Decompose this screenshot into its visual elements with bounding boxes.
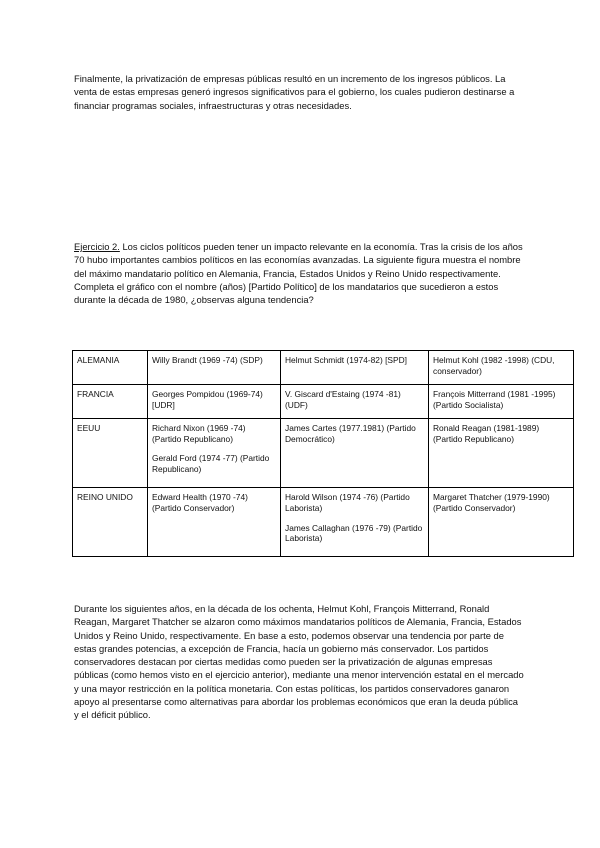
leader-cell bbox=[429, 418, 574, 487]
leader-entry: François Mitterrand (1981 -1995) (Partido Socialista) bbox=[433, 388, 556, 410]
exercise-text: Los ciclos políticos pueden tener un impacto relevante en la economía. Tras la crisis de los años 70 hubo importantes cambios políticos en las economías avanzadas. La siguiente figura muestra el nombre del máximo mandatario político en Alemania, Francia, Estados Unidos y Reino Unido respectivamente. Completa el gráfico con el nombre (años) [Partido Político] de los mandatarios que sucedieron a estos durante la década de 1980, ¿observas alguna tendencia? bbox=[74, 241, 523, 306]
country-cell: REINO UNIDO bbox=[73, 487, 148, 556]
leader-entry: Helmut Kohl (1982 -1998) (CDU, conservador) bbox=[433, 355, 555, 376]
leader-cell bbox=[281, 487, 429, 556]
leader-cell bbox=[148, 487, 281, 556]
leader-cell bbox=[429, 487, 574, 556]
leader-entry: Edward Health (1970 -74) (Partido Conservador) bbox=[152, 491, 248, 513]
leader-entry: Willy Brandt (1969 -74) (SDP) bbox=[152, 355, 263, 365]
table-row bbox=[73, 351, 574, 385]
leader-entry: Gerald Ford (1974 -77) (Partido Republicano) bbox=[152, 453, 270, 475]
leader-entry: V. Giscard d'Estaing (1974 -81) (UDF) bbox=[285, 388, 401, 410]
table-row bbox=[73, 418, 574, 487]
leader-entry: James Callaghan (1976 -79) (Partido Laborista) bbox=[285, 522, 423, 544]
leader-cell bbox=[148, 351, 281, 385]
leader-entry: James Cartes (1977.1981) (Partido Democrático) bbox=[285, 422, 416, 444]
table-row bbox=[73, 384, 574, 418]
leader-cell bbox=[281, 418, 429, 487]
exercise-label: Ejercicio 2. bbox=[74, 241, 120, 252]
leader-cell bbox=[148, 384, 281, 418]
leader-entry: Helmut Schmidt (1974-82) [SPD] bbox=[285, 355, 407, 365]
leader-cell bbox=[429, 351, 574, 385]
leaders-table bbox=[72, 350, 574, 557]
leader-cell bbox=[148, 418, 281, 487]
leader-entry: Georges Pompidou (1969-74) [UDR] bbox=[152, 388, 263, 410]
table-row bbox=[73, 487, 574, 556]
leader-entry: Richard Nixon (1969 -74) (Partido Republicano) bbox=[152, 422, 246, 444]
exercise-paragraph bbox=[74, 240, 524, 306]
country-cell: EEUU bbox=[73, 418, 148, 487]
leader-cell bbox=[281, 351, 429, 385]
conclusion-paragraph: Durante los siguientes años, en la década de los ochenta, Helmut Kohl, François Mitterrand, Ronald Reagan, Margaret Thatcher se alzaron como máximos mandatarios políticos de Alemania, Francia, Estados Unidos y Reino Unido, respectivamente. En base a esto, podemos observar una tendencia por parte de estas grandes potencias, a excepción de Francia, hacía un gobierno más conservador. Los partidos conservadores destacan por ciertas medidas como pueden ser la privatización de algunas empresas públicas (como hemos visto en el ejercicio anterior), mediante una menor intervención estatal en el mercado y una mayor restricción en la política monetaria. Con estas políticas, los partidos conservadores ganaron apoyo al presentarse como alternativas para abordar los problemas económicos que eran la deuda pública y el déficit público. bbox=[74, 603, 524, 721]
country-cell: ALEMANIA bbox=[73, 351, 148, 385]
leader-entry: Margaret Thatcher (1979-1990) (Partido Conservador) bbox=[433, 491, 550, 513]
intro-paragraph: Finalmente, la privatización de empresas públicas resultó en un incremento de los ingresos públicos. La venta de estas empresas generó ingresos significativos para el gobierno, los cuales pudieron destinarse a financiar programas sociales, infraestructuras y otras necesidades. bbox=[74, 73, 515, 111]
leader-entry: Harold Wilson (1974 -76) (Partido Laborista) bbox=[285, 491, 410, 513]
leader-cell bbox=[429, 384, 574, 418]
leader-entry: Ronald Reagan (1981-1989) (Partido Republicano) bbox=[433, 422, 540, 444]
leader-cell bbox=[281, 384, 429, 418]
country-cell: FRANCIA bbox=[73, 384, 148, 418]
